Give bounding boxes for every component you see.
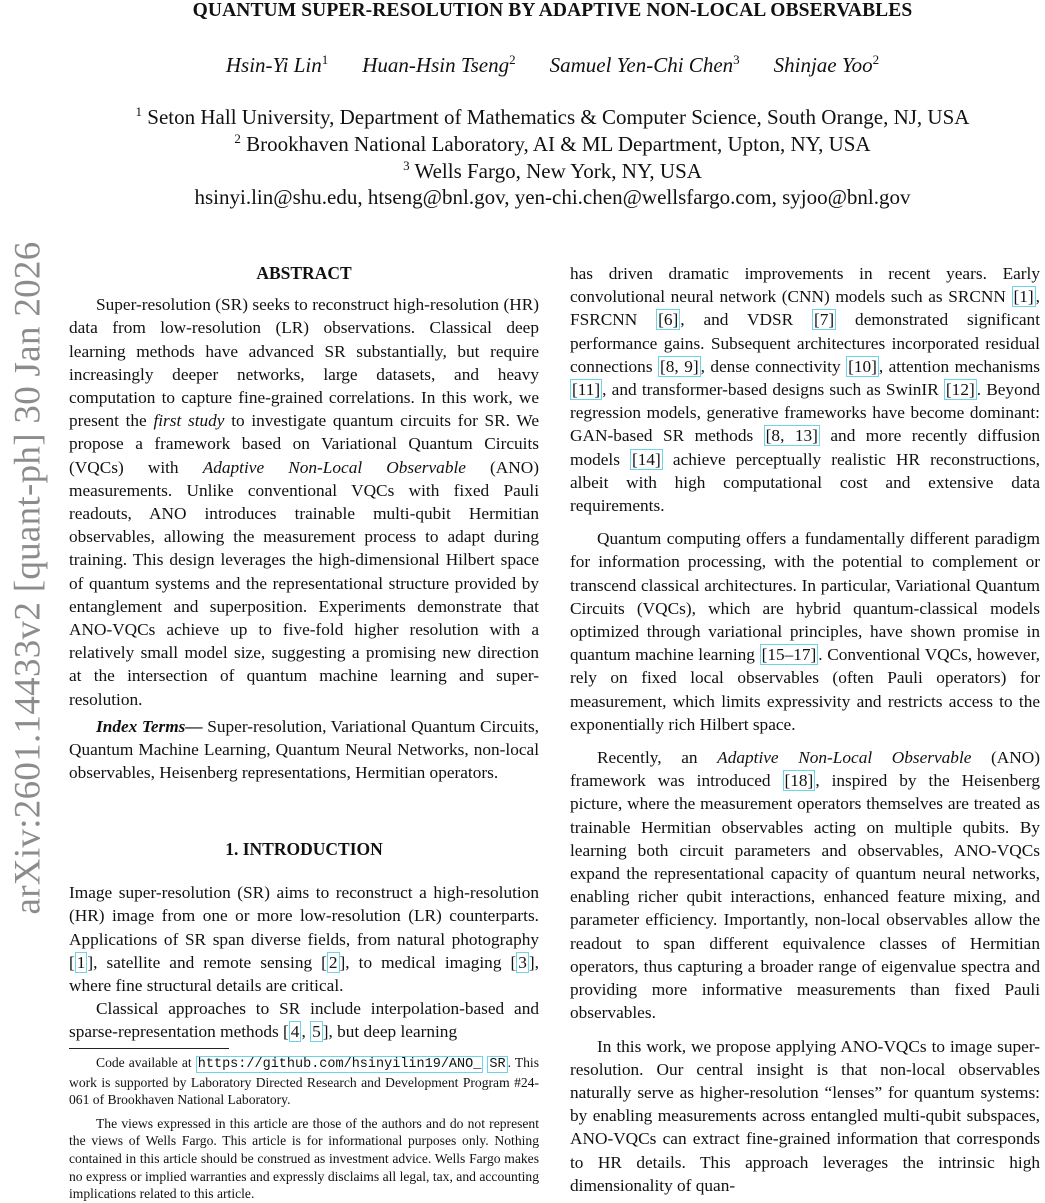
abstract-text: Super-resolution (SR) seeks to reconstruct high-resolution (HR) data from low-resolution (LR) observations. Classical deep learning methods have advanced SR substantially, but require increasingly deeper networks, large datasets, and heavy computation to capture fine-grained correlations. In this work, we present the first study to investigate quantum circuits for SR. We propose a framework based on Variational Quantum Circuits (VQCs) with Adaptive Non-Local Observable (ANO) measurements. Unlike conventional VQCs with fixed Pauli readouts, ANO introduces trainable multi-qubit Hermitian observables, allowing the measurement process to adapt during training. This design leverages the high-dimensional Hilbert space of quantum systems and the representational structure provided by entanglement and superposition. Experiments demonstrate that ANO-VQCs achieve up to five-fold higher resolution with a relatively small model size, suggesting a promising new direction at the intersection of quantum machine learning and super-resolution.: [69, 295, 540, 709]
citation-link[interactable]: [8, 9]: [660, 356, 699, 376]
citation-link[interactable]: 3: [518, 952, 527, 972]
author: Shinjae Yoo$^2$: [773, 52, 880, 77]
abstract-section: [69, 262, 539, 711]
citation-link[interactable]: [11]: [572, 380, 601, 400]
text-run: , attention mechanisms: [878, 356, 1040, 376]
arxiv-sidebar: [7, 228, 49, 928]
author-emails: hsinyi.lin@shu.edu, htseng@bnl.gov, yen-chi.chen@wellsfargo.com, syjoo@bnl.gov: [194, 185, 911, 209]
index-terms-text: Super-resolution, Variational Quantum Circuits, Quantum Machine Learning, Quantum Neural Networks, non-local observables, Heisenberg representations, Hermitian operators.: [69, 717, 540, 783]
citation-link[interactable]: [18]: [784, 771, 814, 791]
text-run: , FSRCNN: [570, 287, 1040, 330]
intro-paragraph: Image super-resolution (SR) aims to reconstruct a high-resolution (HR) image from one or more low-resolution (LR) counterparts. Applications of SR span diverse fields, from natural photography [ 1 ], satellite and remote sensing [ 2 ], to medical imaging [ 3 ], where fine structural details are critical.: [69, 883, 539, 996]
text-run: , and VDSR: [680, 310, 813, 330]
affiliation: $^3$ Wells Fargo, New York, NY, USA: [403, 158, 702, 183]
text-run: , and transformer-based designs such as SwinIR: [602, 380, 944, 400]
citation-link[interactable]: 4: [290, 1022, 300, 1042]
index-terms-label: Index Terms—: [96, 717, 203, 736]
paper-title: QUANTUM SUPER-RESOLUTION BY ADAPTIVE NON-LOCAL OBSERVABLES: [192, 0, 913, 21]
text-run: and more recently diffusion models: [570, 426, 1041, 469]
author-list: [60, 52, 1045, 78]
arxiv-identifier: arXiv:2601.14433v2 [quant-ph] 30 Jan 2026: [7, 241, 49, 915]
introduction-heading: 1. INTRODUCTION: [225, 839, 383, 859]
text-run: , inspired by the Heisenberg picture, where the measurement operators themselves are treated as trainable Hermitian observables acting on multiple qubits. By learning both circuit parameters and observables, ANO-VQCs expand the representational capacity of quantum neural networks, enabling richer qubit interactions, enhanced feature mixing, and parameter efficiency. Importantly, non-local observables allow the readout to span different equivalence classes of Hermitian operators, thus capturing a broader range of eigenvalue spectra and providing more informative measurements than fixed Pauli observables.: [570, 771, 1040, 1023]
citation-link[interactable]: 5: [312, 1022, 321, 1042]
citation-link[interactable]: [6]: [658, 310, 679, 330]
citation-link[interactable]: [7]: [814, 310, 835, 330]
code-url-link[interactable]: SR: [489, 1057, 506, 1072]
text-run: achieve perceptually realistic HR reconstructions, albeit with high computational cost and extensive data requirements.: [570, 449, 1040, 516]
text-run: , dense connectivity: [700, 356, 847, 376]
citation-link[interactable]: [14]: [632, 449, 661, 469]
citation-link[interactable]: [8, 13]: [765, 426, 818, 446]
citation-link[interactable]: [12]: [945, 380, 975, 400]
citation-link[interactable]: 1: [76, 952, 86, 972]
author: Hsin-Yi Lin$^1$: [225, 52, 329, 77]
right-column: [570, 262, 1040, 1197]
citation-link[interactable]: 2: [328, 952, 338, 972]
text-run: Quantum computing offers a fundamentally different paradigm for information processing, with the potential to complement or transcend classical architectures. In particular, Variational Quantum Circuits (VQCs), which are hybrid quantum-classical models optimized through variational principles, have shown promise in quantum machine learning: [570, 529, 1040, 665]
text-run: has driven dramatic improvements in recent years. Early convolutional neural network (CNN) models such as SRCNN: [570, 264, 1040, 307]
code-footnote: Code available at https://github.com/hsinyilin19/ANO_ SR . This work is supported by Laboratory Directed Research and Development Program #24-061 of Brookhaven National Laboratory.: [69, 1055, 539, 1108]
body-paragraph: [570, 1035, 1040, 1197]
text-run: In this work, we propose applying ANO-VQCs to image super-resolution. Our central insight is that non-local observables naturally serve as higher-resolution “lenses” for quantum systems: by enabling measurements across entangled multi-qubit subspaces, ANO-VQCs can extract fine-grained information that corresponds to HR details. This approach leverages the intrinsic high dimensionality of quan-: [570, 1036, 1040, 1195]
author: Samuel Yen-Chi Chen$^3$: [549, 52, 740, 77]
text-run: demonstrated significant performance gains. Subsequent architectures incorporated residual connections: [570, 310, 1040, 376]
text-run: (ANO) framework was introduced: [570, 748, 1040, 791]
affiliation: $^2$ Brookhaven National Laboratory, AI & ML Department, Upton, NY, USA: [234, 131, 871, 156]
author: Huan-Hsin Tseng$^2$: [362, 52, 516, 77]
index-terms: [69, 715, 539, 785]
body-paragraph: [570, 262, 1040, 517]
citation-link[interactable]: [10]: [848, 356, 877, 376]
disclaimer-footnote: The views expressed in this article are those of the authors and do not represent the views of Wells Fargo. This article is for informational purposes only. Nothing contained in this article should be construed as investment advice. Wells Fargo makes no express or implied warranties and expressly disclaims all legal, tax, and accounting implications related to this article.: [69, 1115, 539, 1202]
emphasis-text: Adaptive Non-Local Observable: [717, 748, 972, 768]
footnote-rule: [69, 1048, 229, 1049]
footnotes: [69, 1054, 539, 1203]
code-url-link[interactable]: https://github.com/hsinyilin19/ANO_: [197, 1057, 482, 1072]
citation-link[interactable]: [1]: [1013, 287, 1034, 307]
text-run: . Beyond regression models, generative frameworks have become dominant: GAN-based SR methods: [570, 380, 1040, 446]
body-paragraph: [570, 746, 1040, 1024]
body-paragraph: [570, 527, 1040, 736]
text-run: . Conventional VQCs, however, rely on fixed local observables (often Pauli operators) for measurement, which limits expressivity and restricts access to the exponentially rich Hilbert space.: [570, 645, 1040, 734]
abstract-heading: ABSTRACT: [256, 263, 352, 283]
affiliation: $^1$ Seton Hall University, Department of Mathematics & Computer Science, South Orange, NJ, USA: [135, 104, 970, 129]
text-run: Recently, an: [597, 748, 718, 768]
citation-link[interactable]: [15–17]: [761, 645, 817, 665]
intro-paragraph: Classical approaches to SR include interpolation-based and sparse-representation methods [ 4 , 5 ], but deep learning: [69, 999, 539, 1042]
introduction-section: [69, 838, 539, 1044]
